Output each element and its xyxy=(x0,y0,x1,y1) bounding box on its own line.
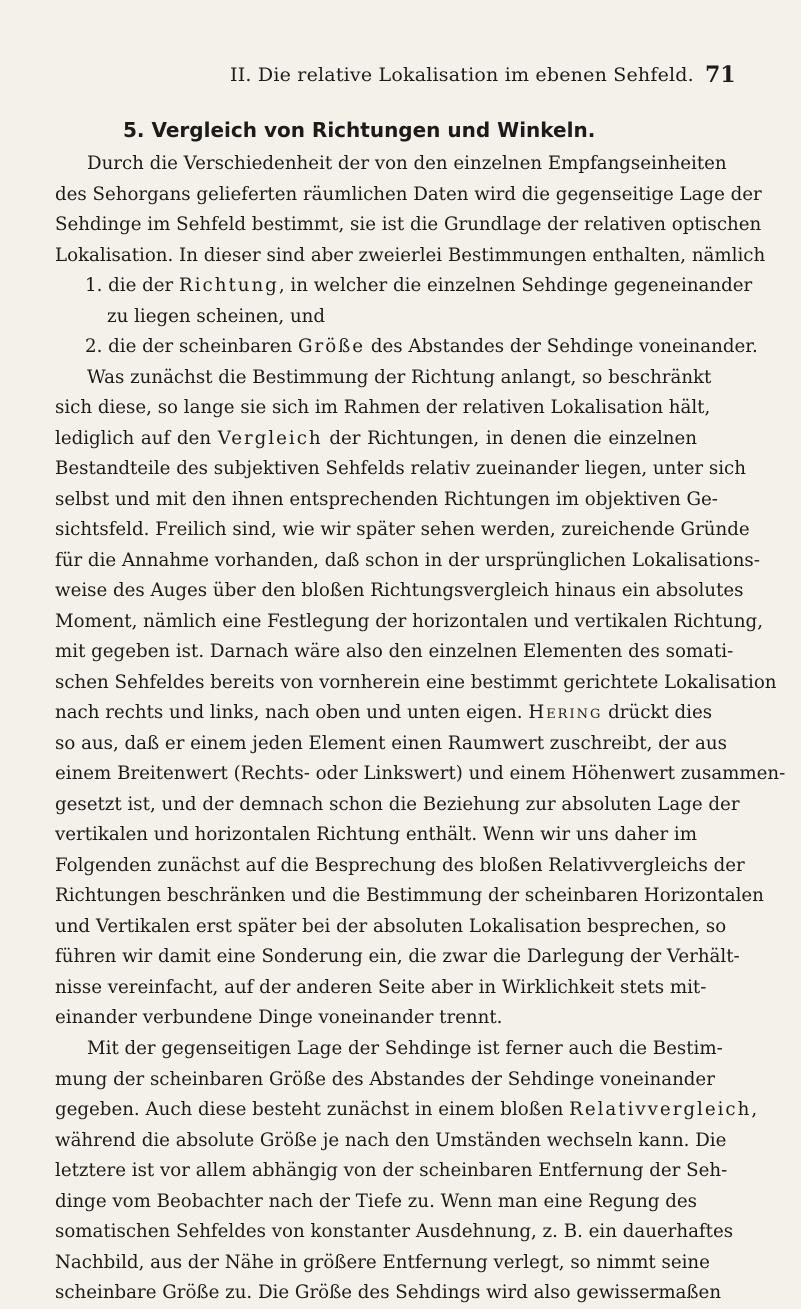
text-line: Sehdinge im Sehfeld bestimmt, sie ist die Grundlage der relativen optischen xyxy=(55,214,762,235)
text-line: Nachbild, aus der Nähe in größere Entfernung verlegt, so nimmt seine xyxy=(55,1252,710,1273)
running-head: II. Die relative Lokalisation im ebenen Sehfeld. xyxy=(230,64,694,86)
text-line: somatischen Sehfeldes von konstanter Ausdehnung, z. B. ein dauerhaftes xyxy=(55,1221,734,1242)
text-line: Was zunächst die Bestimmung der Richtung anlangt, so beschränkt xyxy=(87,367,712,388)
text-line: sichtsfeld. Freilich sind, wie wir später sehen werden, zureichende Gründe xyxy=(55,519,750,540)
emphasis: Vergleich xyxy=(217,428,323,449)
text-run: lediglich auf den xyxy=(55,428,218,449)
text-line xyxy=(85,273,753,299)
emphasis: Relativvergleich xyxy=(569,1099,752,1120)
text-run: 2. die der scheinbaren xyxy=(85,336,298,357)
text-line: Lokalisation. In dieser sind aber zweierlei Bestimmungen enthalten, nämlich xyxy=(55,245,766,266)
text-run: gegeben. Auch diese besteht zunächst in einem bloßen xyxy=(55,1099,570,1120)
text-line: schen Sehfeldes bereits von vornherein eine bestimmt gerichtete Lokalisation xyxy=(55,672,777,693)
text-line xyxy=(55,700,713,726)
text-line: Bestandteile des subjektiven Sehfelds relativ zueinander liegen, unter sich xyxy=(55,458,746,479)
text-line: letztere ist vor allem abhängig von der scheinbaren Entfernung der Seh- xyxy=(55,1160,728,1181)
text-line: und Vertikalen erst später bei der absoluten Lokalisation besprechen, so xyxy=(55,916,727,937)
text-run: drückt dies xyxy=(602,702,713,723)
text-line xyxy=(85,334,758,360)
text-run: , in welcher die einzelnen Sehdinge gegeneinander xyxy=(278,275,753,296)
text-line: selbst und mit den ihnen entsprechenden Richtungen im objektiven Ge- xyxy=(55,489,718,510)
text-run: , xyxy=(751,1099,758,1120)
text-line: gesetzt ist, und der demnach schon die Beziehung zur absoluten Lage der xyxy=(55,794,740,815)
text-line: vertikalen und horizontalen Richtung enthält. Wenn wir uns daher im xyxy=(55,824,697,845)
text-run: 1. die der xyxy=(85,275,180,296)
text-line xyxy=(55,426,697,452)
text-line: Durch die Verschiedenheit der von den einzelnen Empfangseinheiten xyxy=(87,153,727,174)
text-line: scheinbare Größe zu. Die Größe des Sehdings wird also gewissermaßen xyxy=(55,1282,722,1303)
text-line: zu liegen scheinen, und xyxy=(107,306,326,327)
text-line: nisse vereinfacht, auf der anderen Seite aber in Wirklichkeit stets mit- xyxy=(55,977,707,998)
text-line: mit gegeben ist. Darnach wäre also den einzelnen Elementen des somati- xyxy=(55,641,734,662)
text-line: einem Breitenwert (Rechts- oder Linkswert) und einem Höhenwert zusammen- xyxy=(55,763,786,784)
text-line: weise des Auges über den bloßen Richtungsvergleich hinaus ein absolutes xyxy=(55,580,744,601)
text-run: der Richtungen, in denen die einzelnen xyxy=(322,428,697,449)
author-name: Hering xyxy=(528,702,603,723)
text-line: sich diese, so lange sie sich im Rahmen der relativen Lokalisation hält, xyxy=(55,397,711,418)
text-line: Mit der gegenseitigen Lage der Sehdinge ist ferner auch die Bestim- xyxy=(87,1038,723,1059)
text-line: mung der scheinbaren Größe des Abstandes der Sehdinge voneinander xyxy=(55,1069,715,1090)
text-line: so aus, daß er einem jeden Element einen Raumwert zuschreibt, der aus xyxy=(55,733,727,754)
text-line: dinge vom Beobachter nach der Tiefe zu. Wenn man eine Regung des xyxy=(55,1191,697,1212)
page-number: 71 xyxy=(705,62,736,88)
text-line: Folgenden zunächst auf die Besprechung des bloßen Relativvergleichs der xyxy=(55,855,745,876)
emphasis: Größe xyxy=(297,336,366,357)
text-run: nach rechts und links, nach oben und unten eigen. xyxy=(55,702,529,723)
text-line: des Sehorgans gelieferten räumlichen Daten wird die gegenseitige Lage der xyxy=(55,184,762,205)
text-line: einander verbundene Dinge voneinander trennt. xyxy=(55,1007,503,1028)
text-line: Richtungen beschränken und die Bestimmung der scheinbaren Horizontalen xyxy=(55,885,764,906)
text-line: führen wir damit eine Sonderung ein, die zwar die Darlegung der Verhält- xyxy=(55,946,740,967)
section-heading: 5. Vergleich von Richtungen und Winkeln. xyxy=(123,118,596,142)
text-run: des Abstandes der Sehdinge voneinander. xyxy=(365,336,758,357)
text-line: für die Annahme vorhanden, daß schon in der ursprünglichen Lokalisations- xyxy=(55,550,760,571)
text-line: während die absolute Größe je nach den Umständen wechseln kann. Die xyxy=(55,1130,727,1151)
emphasis: Richtung xyxy=(179,275,279,296)
text-line xyxy=(55,1097,758,1123)
text-line: Moment, nämlich eine Festlegung der horizontalen und vertikalen Richtung, xyxy=(55,611,763,632)
